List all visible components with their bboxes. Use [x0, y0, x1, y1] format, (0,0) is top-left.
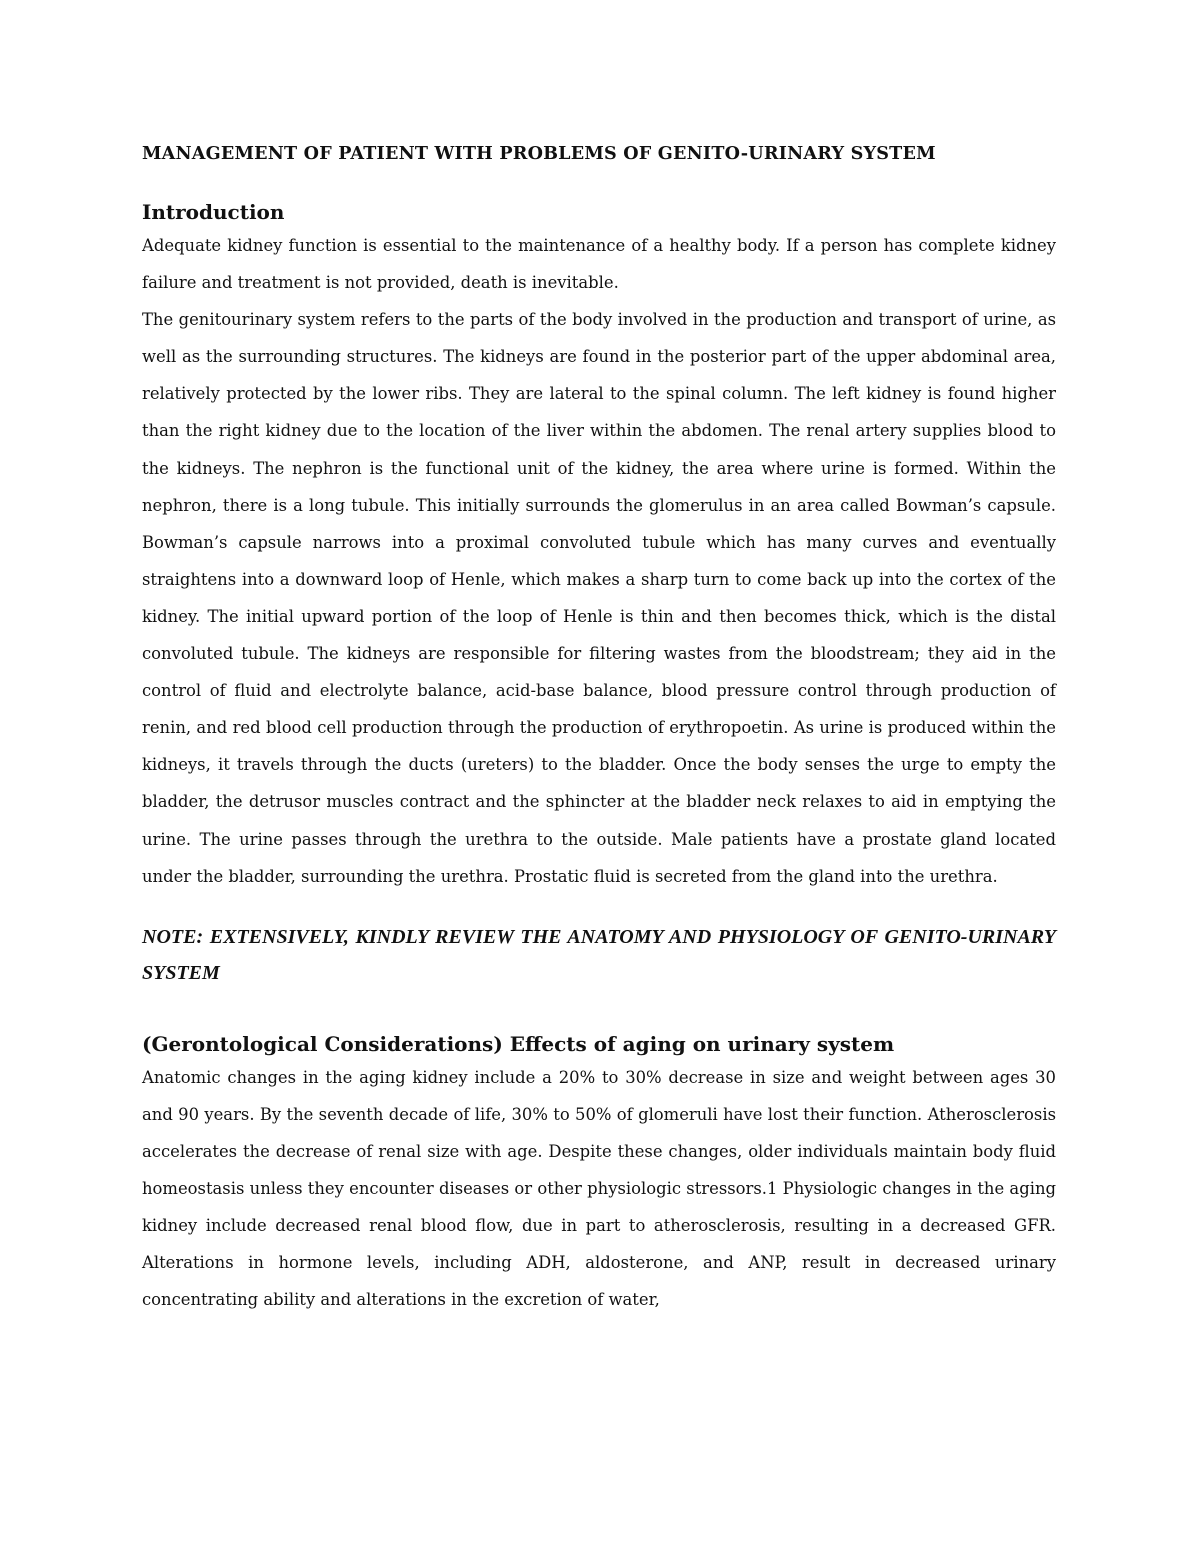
intro-paragraph-2: The genitourinary system refers to the parts of the body involved in the production and transport of urine, as well as the surrounding structures. The kidneys are found in the posterior part of the upper abdominal area, relatively protected by the lower ribs. They are lateral to the spinal column. The left kidney is found higher than the right kidney due to the location of the liver within the abdomen. The renal artery supplies blood to the kidneys. The nephron is the functional unit of the kidney, the area where urine is formed. Within the nephron, there is a long tubule. This initially surrounds the glomerulus in an area called Bowman’s capsule. Bowman’s capsule narrows into a proximal convoluted tubule which has many curves and eventually straightens into a downward loop of Henle, which makes a sharp turn to come back up into the cortex of the kidney. The initial upward portion of the loop of Henle is thin and then becomes thick, which is the distal convoluted tubule. The kidneys are responsible for filtering wastes from the bloodstream; they aid in the control of fluid and electrolyte balance, acid-base balance, blood pressure control through production of renin, and red blood cell production through the production of erythropoetin. As urine is produced within the kidneys, it travels through the ducts (ureters) to the bladder. Once the body senses the urge to empty the bladder, the detrusor muscles contract and the sphincter at the bladder neck relaxes to aid in emptying the urine. The urine passes through the urethra to the outside. Male patients have a prostate gland located under the bladder, surrounding the urethra. Prostatic fluid is secreted from the gland into the urethra.: [142, 310, 1056, 886]
introduction-heading: Introduction: [142, 200, 285, 224]
document-page: [142, 141, 1056, 1318]
gerontological-heading: (Gerontological Considerations) Effects of aging on urinary system: [142, 1031, 895, 1056]
intro-paragraph-1: Adequate kidney function is essential to the maintenance of a healthy body. If a person has complete kidney failure and treatment is not provided, death is inevitable.: [142, 236, 1056, 293]
gerontological-paragraph: Anatomic changes in the aging kidney include a 20% to 30% decrease in size and weight between ages 30 and 90 years. By the seventh decade of life, 30% to 50% of glomeruli have lost their function. Atherosclerosis accelerates the decrease of renal size with age. Despite these changes, older individuals maintain body fluid homeostasis unless they encounter diseases or other physiologic stressors.1 Physiologic changes in the aging kidney include decreased renal blood flow, due in part to atherosclerosis, resulting in a decreased GFR. Alterations in hormone levels, including ADH, aldosterone, and ANP, result in decreased urinary concentrating ability and alterations in the excretion of water,: [142, 1067, 1056, 1310]
review-note: NOTE: EXTENSIVELY, KINDLY REVIEW THE ANATOMY AND PHYSIOLOGY OF GENITO-URINARY SYSTEM: [142, 925, 1056, 984]
document-title: MANAGEMENT OF PATIENT WITH PROBLEMS OF GENITO-URINARY SYSTEM: [142, 143, 936, 164]
